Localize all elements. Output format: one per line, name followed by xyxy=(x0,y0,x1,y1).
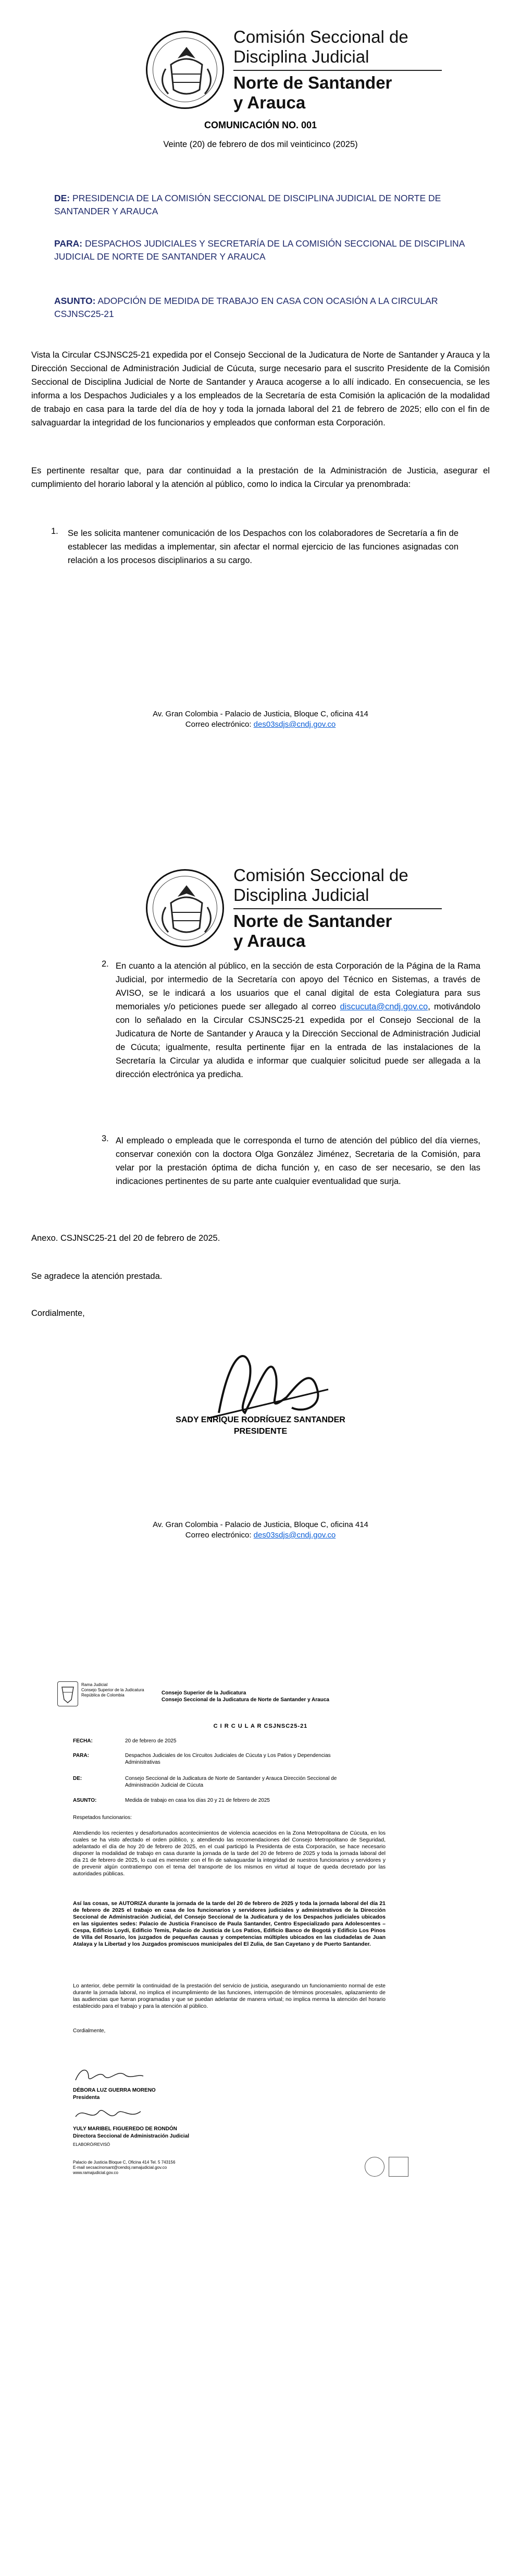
circ-foot-2: E-mail secsacinorsant@cendoj.ramajudicial.gov.co xyxy=(73,2165,167,2170)
circ-paragraph-3: Lo anterior, debe permitir la continuidad de la prestación del servicio de justicia, asegurando un funcionamiento normal de este durante la jornada laboral, no implica el incumplimiento de las funciones, interrupción de términos procesales, aplazamiento de las audiencias que fueran programadas y que se puedan adelantar de manera virtual; no implica merma la atención del horario establecido para el trabajo y para la atención al público. xyxy=(73,1983,386,2009)
circ-saludo: Respetados funcionarios: xyxy=(73,1815,132,1821)
asunto-text: ADOPCIÓN DE MEDIDA DE TRABAJO EN CASA CON OCASIÓN A LA CIRCULAR CSJNSC25-21 xyxy=(54,296,438,319)
org-line-1: Comisión Seccional de xyxy=(233,27,408,46)
body-paragraph-2: Es pertinente resaltar que, para dar continuidad a la prestación de la Administración de Justicia, asegurar el cumplimiento del horario laboral y la atención al público, como lo indica la Circular ya prenombrada: xyxy=(31,466,490,489)
para-label: PARA: xyxy=(54,238,83,249)
item-2-text xyxy=(116,959,480,1081)
sig1-role: Presidenta xyxy=(73,2095,100,2101)
de-block xyxy=(54,192,466,218)
communication-title: COMUNICACIÓN NO. 001 xyxy=(204,120,317,130)
body-paragraph-1: Vista la Circular CSJNSC25-21 expedida por el Consejo Seccional de la Judicatura de Norte de Santander y Arauca y la Dirección Seccional de Administración Judicial de Cúcuta, surge necesario para el suscrito Presidente de la Comisión Seccional de Disciplina Judicial de Norte de Santander y Arauca acogerse a lo allí indicado. En consecuencia, se les informa a los Despachos Judiciales y a los empleados de la Secretaría de esta Comisión la aplicación de la modalidad de trabajo en casa para la tarde del día de hoy y toda la jornada laboral del 21 de febrero de 2025; ello con el fin de salvaguardar la integridad de los funcionarios y empleados que conforman esta Corporación. xyxy=(31,350,490,428)
circular-letterhead-left xyxy=(81,1682,154,1698)
sig2-signature xyxy=(73,2104,146,2125)
org-line-3: Norte de Santander xyxy=(233,911,392,931)
circ-footer xyxy=(73,2160,281,2176)
asunto-label: ASUNTO: xyxy=(54,296,96,306)
date-line: Veinte (20) de febrero de dos mil veinticinco (2025) xyxy=(163,140,358,149)
lh-right-1: Consejo Superior de la Judicatura xyxy=(162,1690,246,1696)
org-line-2: Disciplina Judicial xyxy=(233,47,369,66)
item-2-part-a: En cuanto a la atención al público, en la sección de esta Corporación de la Página de la Rama Judicial, por intermedio de la Secretaría con apoyo del Técnico en Sistemas, a través de AVISO, se le indicará a los usuarios que el canal digital de esta Colegiatura para sus memoriales y/o peticiones puede ser allegado al correo xyxy=(116,961,480,1011)
circ-paragraph-2: Así las cosas, se AUTORIZA durante la jornada de la tarde del 20 de febrero de 2025 y toda la jornada laboral del día 21 de febrero de 2025 el trabajo en casa de los funcionarios y servidores judiciales y administrativos de la Dirección Seccional de Administración Judicial, del Consejo Seccional de la Judicatura y de los Despachos judiciales ubicados en las siguientes sedes: Palacio de Justicia Francisco de Paula Santander, Centro Especializado para Adolescentes – Cespa, Edificio Loydi, Edificio Temis, Palacio de Justicia de Los Patios, Edificio Banco de Bogotá y Edificio Los Pinos de Villa del Rosario, los juzgados de pequeñas causas y competencias múltiples ubicados en las ciudadelas de Juan Atalaya y la Libertad y los Juzgados promiscuos municipales del El Zulia, de San Cayetano y de Puerto Santander. xyxy=(73,1900,386,1947)
org-line-4: y Arauca xyxy=(233,93,306,112)
lh-small-2: Consejo Superior de la Judicatura xyxy=(81,1688,144,1692)
circ-para: Despachos Judiciales de los Circuitos Judiciales de Cúcuta y Los Patios y Dependencias Administrativas xyxy=(125,1753,331,1765)
footer-mail-label: Correo electrónico: xyxy=(185,1531,254,1540)
circ-foot-3: www.ramajudicial.gov.co xyxy=(73,2170,118,2175)
org-line-1: Comisión Seccional de xyxy=(233,865,408,885)
signer-role: PRESIDENTE xyxy=(233,1427,288,1436)
circ-fecha-label: FECHA: xyxy=(73,1738,93,1744)
lh-right-2: Consejo Seccional de la Judicatura de Norte de Santander y Arauca xyxy=(162,1697,329,1703)
letterhead-page-2 xyxy=(146,865,442,951)
circ-de-label: DE: xyxy=(73,1776,82,1781)
footer-mail-line xyxy=(0,719,521,730)
letterhead-rule xyxy=(233,70,442,71)
item-3-number: 3. xyxy=(102,1134,109,1143)
circ-foot-1: Palacio de Justicia Bloque C, Oficina 414 Tel. 5 743156 xyxy=(73,2160,176,2165)
item-2-mail-link[interactable]: discucuta@cndj.gov.co xyxy=(340,1002,428,1011)
item-3-text: Al empleado o empleada que le corresponda el turno de atención del público del día viernes, conservar conexión con la doctora Olga González Jiménez, Secretaria de la Comisión, para velar por la prestación óptima de dicha función y, en caso de ser necesario, se den las indicaciones pertinentes de su parte ante cualquier eventualidad que surja. xyxy=(116,1136,480,1186)
item-1-text: Se les solicita mantener comunicación de los Despachos con los colaboradores de Secretaría a fin de establecer las medidas a implementar, sin afectar el normal ejercicio de las funciones asignadas con relación a los procesos disciplinarios a su cargo. xyxy=(68,529,458,565)
closing-line: Cordialmente, xyxy=(31,1309,85,1318)
letterhead xyxy=(146,27,442,113)
asunto-block xyxy=(54,295,466,321)
lh-small-1: Rama Judicial xyxy=(81,1682,108,1687)
page1-footer xyxy=(0,709,521,730)
circ-asunto-label: ASUNTO: xyxy=(73,1798,97,1803)
thanks-line: Se agradece la atención prestada. xyxy=(31,1272,163,1281)
letterhead-rule xyxy=(233,908,442,909)
annex-circular xyxy=(57,1681,464,2411)
circ-para-label: PARA: xyxy=(73,1753,89,1759)
certification-seal-icon xyxy=(365,2157,384,2177)
colombia-seal-icon xyxy=(146,31,224,109)
footer-address: Av. Gran Colombia - Palacio de Justicia, Bloque C, oficina 414 xyxy=(153,1520,368,1529)
circ-paragraph-1: Atendiendo los recientes y desafortunados acontecimientos de violencia acaecidos en la Zona Metropolitana de Cúcuta, en los cuales se ha visto afectado el orden público, y, atendiendo las recomendaciones del Consejo Metropolitano de Seguridad, adelantado el día de hoy 20 de febrero de 2025, en el cual participó la Presidenta de esta Corporación, se hace necesario disponer la modalidad de trabajo en casa durante la jornada de la tarde del 20 de febrero de 2025 y toda la jornada laboral del día 21 de febrero de 2025, lo cual es menester con el fin de salvaguardar la integridad de nuestros funcionarios y servidores y de prevenir algún contratiempo con el tema del transporte de los mismos en virtud al toque de queda decretado por las autoridades públicas. xyxy=(73,1830,386,1877)
page2-footer xyxy=(0,1520,521,1541)
president-signature xyxy=(188,1335,344,1429)
footer-mail-label: Correo electrónico: xyxy=(185,720,254,729)
circ-closing: Cordialmente, xyxy=(73,2028,106,2034)
org-line-2: Disciplina Judicial xyxy=(233,885,369,905)
sig2-role: Directora Seccional de Administración Judicial xyxy=(73,2133,190,2139)
colombia-seal-icon xyxy=(146,869,224,947)
anexo-line: Anexo. CSJNSC25-21 del 20 de febrero de 2025. xyxy=(31,1234,220,1243)
lh-small-3: República de Colombia xyxy=(81,1693,125,1698)
org-line-3: Norte de Santander xyxy=(233,73,392,92)
circ-fecha: 20 de febrero de 2025 xyxy=(125,1738,177,1744)
footer-mail-link[interactable]: des03sdjs@cndj.gov.co xyxy=(253,720,336,729)
rama-judicial-logo-icon xyxy=(57,1681,78,1706)
item-2-number: 2. xyxy=(102,959,109,969)
de-text: PRESIDENCIA DE LA COMISIÓN SECCIONAL DE DISCIPLINA JUDICIAL DE NORTE DE SANTANDER Y ARAUCA xyxy=(54,193,441,216)
sig1-name: DÉBORA LUZ GUERRA MORENO xyxy=(73,2087,156,2093)
footer-address: Av. Gran Colombia - Palacio de Justicia, Bloque C, oficina 414 xyxy=(153,710,368,718)
circular-title: C I R C U L A R CSJNSC25-21 xyxy=(213,1723,308,1729)
para-block xyxy=(54,237,466,263)
item-2-part-b: , motivándolo con lo señalado en la Circular CSJNSC25-21 expedida por el Consejo Seccional de la Judicatura de Norte de Santander y Arauca y la Dirección Seccional de Administración Judicial de Cúcuta; igualmente, resulta pertinente fijar en la entrada de las instalaciones de la Secretaría la Circular ya aludida e informar que cualquier solicitud puede ser allegada a la dirección electrónica ya predicha. xyxy=(116,1002,481,1079)
circular-letterhead-right xyxy=(162,1690,453,1703)
signer-name: SADY ENRIQUE RODRÍGUEZ SANTANDER xyxy=(176,1415,345,1424)
sig2-note: ELABORÓ/REVISÓ xyxy=(73,2142,110,2147)
para-text: DESPACHOS JUDICIALES Y SECRETARÍA DE LA COMISIÓN SECCIONAL DE DISCIPLINA JUDICIAL DE NORTE DE SANTANDER Y ARAUCA xyxy=(54,238,465,262)
de-label: DE: xyxy=(54,193,70,203)
circ-asunto: Medida de trabajo en casa los días 20 y 21 de febrero de 2025 xyxy=(125,1798,270,1803)
org-line-4: y Arauca xyxy=(233,931,306,950)
sig2-name: YULY MARIBEL FIGUEREDO DE RONDÓN xyxy=(73,2126,177,2132)
sig1-signature xyxy=(73,2065,146,2085)
circ-de: Consejo Seccional de la Judicatura de Norte de Santander y Arauca Dirección Seccional de Administración Judicial de Cúcuta xyxy=(125,1776,337,1788)
item-1-number: 1. xyxy=(51,527,58,536)
iso-certification-icon xyxy=(389,2157,408,2177)
footer-mail-link[interactable]: des03sdjs@cndj.gov.co xyxy=(253,1531,336,1540)
footer-mail-line xyxy=(0,1530,521,1541)
